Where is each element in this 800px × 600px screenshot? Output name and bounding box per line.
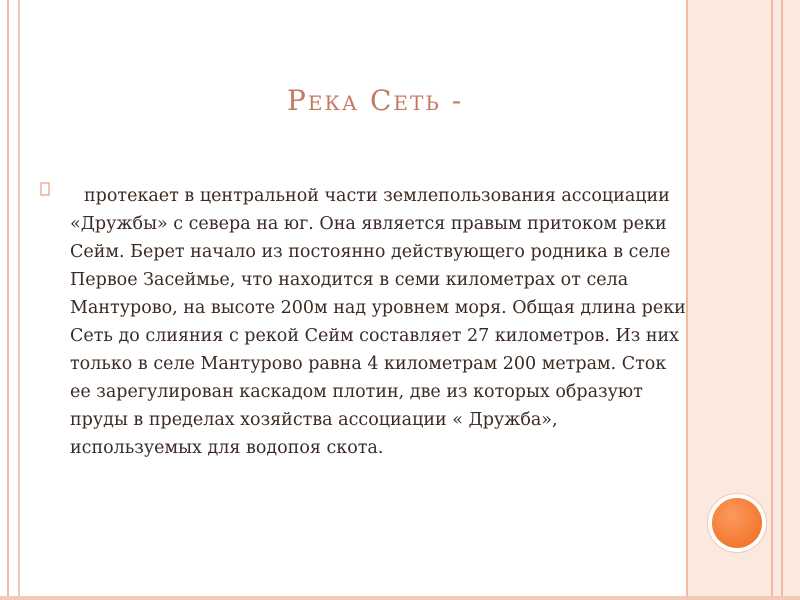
frame-line-left-outer — [7, 0, 9, 600]
frame-bottom-line — [0, 596, 800, 600]
slide-title: Река Сеть - — [287, 84, 464, 117]
frame-line-right-3 — [781, 0, 783, 600]
frame-line-left-inner — [18, 0, 20, 600]
accent-circle — [712, 498, 762, 548]
frame-line-right-2 — [771, 0, 773, 600]
slide-body-text: протекает в центральной части землепользования ассоциации «Дружбы» с севера на юг. Она является правым притоком реки Сейм. Берет начало из постоянно действующего родника в селе Первое Засеймье, что находится в семи километрах от села Мантурово, на высоте 200м над уровнем моря. Общая длина реки Сеть до слияния с рекой Сейм составляет 27 километров. Из них только в селе Мантурово равна 4 километрам 200 метрам. Сток ее зарегулирован каскадом плотин, две из которых образуют пруды в пределах хозяйства ассоциации « Дружба», используемых для водопоя скота. — [70, 186, 686, 458]
bullet-box-icon — [40, 182, 52, 198]
